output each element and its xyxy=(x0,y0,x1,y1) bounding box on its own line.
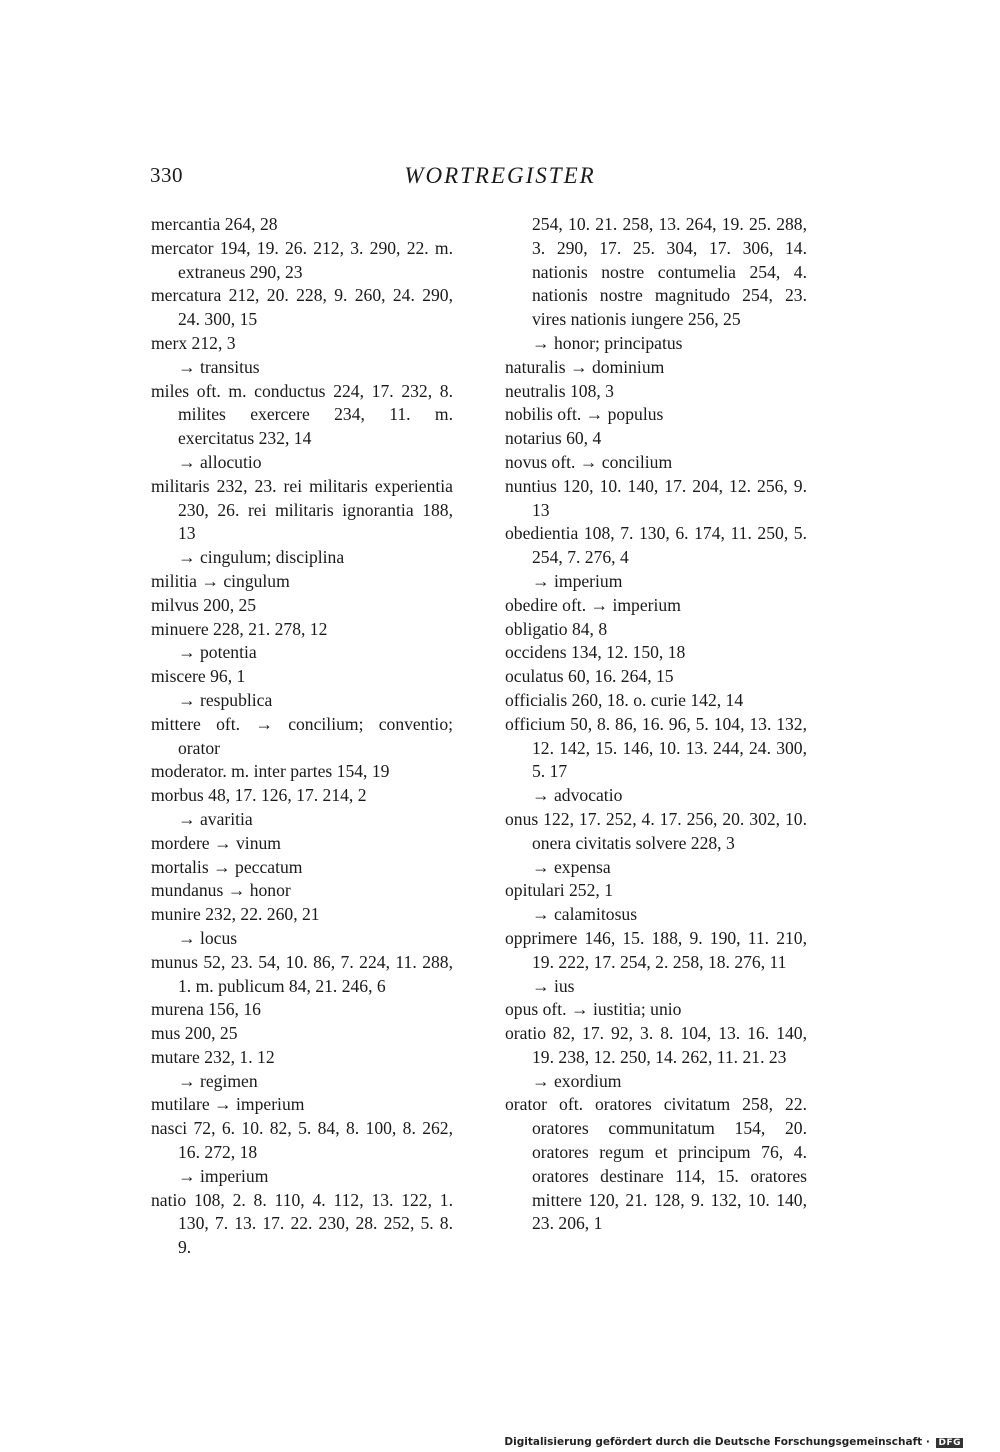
index-entry: mutilare → imperium xyxy=(151,1094,305,1115)
cross-reference: → regimen xyxy=(178,1070,258,1091)
index-entry: mittere oft. → concilium; conventio; orator xyxy=(151,713,453,758)
index-entry: mus 200, 25 xyxy=(151,1023,238,1044)
index-entry: mordere → vinum xyxy=(151,832,281,853)
index-entry: mundanus → honor xyxy=(151,880,291,901)
index-entry: milvus 200, 25 xyxy=(151,594,257,615)
index-entry: 254, 10. 21. 258, 13. 264, 19. 25. 288, 3. 290, 17. 25. 304, 17. 306, 14. nationis nostre contumelia 254, 4. nationis nostre magnitudo 254, 23. vires nationis iungere 256, 25 xyxy=(532,214,807,330)
cross-reference: → calamitosus xyxy=(532,904,638,925)
index-entry: officium 50, 8. 86, 16. 96, 5. 104, 13. 132, 12. 142, 15. 146, 10. 13. 244, 24. 300, 5. 17 xyxy=(505,713,807,782)
index-entry: militaris 232, 23. rei militaris experientia 230, 26. rei militaris ignorantia 188, 13 xyxy=(151,475,453,544)
index-entry: naturalis → dominium xyxy=(505,356,665,377)
index-column-right xyxy=(505,213,807,1236)
index-entry: occidens 134, 12. 150, 18 xyxy=(505,642,686,663)
index-entry: officialis 260, 18. o. curie 142, 14 xyxy=(505,689,744,710)
index-entry: oculatus 60, 16. 264, 15 xyxy=(505,666,674,687)
index-entry: moderator. m. inter partes 154, 19 xyxy=(151,761,390,782)
dfg-logo: DFG xyxy=(938,1438,961,1448)
cross-reference: → imperium xyxy=(178,1165,269,1186)
index-entry: merx 212, 3 xyxy=(151,332,236,353)
index-entry: mercator 194, 19. 26. 212, 3. 290, 22. m. extraneus 290, 23 xyxy=(151,237,453,282)
cross-reference: → honor; principatus xyxy=(532,332,683,353)
cross-reference: → respublica xyxy=(178,689,273,710)
digitization-credit-text: Digitalisierung gefördert durch die Deutsche Forschungsgemeinschaft xyxy=(504,1436,923,1448)
index-entry: mercantia 264, 28 xyxy=(151,214,278,234)
cross-reference: → advocatio xyxy=(532,785,623,806)
index-entry: nobilis oft. → populus xyxy=(505,404,664,425)
index-entry: mortalis → peccatum xyxy=(151,856,303,877)
cross-reference: → exordium xyxy=(532,1070,622,1091)
index-entry: opus oft. → iustitia; unio xyxy=(505,999,682,1020)
index-entry: morbus 48, 17. 126, 17. 214, 2 xyxy=(151,785,367,806)
index-entry: natio 108, 2. 8. 110, 4. 112, 13. 122, 1. 130, 7. 13. 17. 22. 230, 28. 252, 5. 8. 9. xyxy=(151,1189,453,1258)
digitization-credit: Digitalisierung gefördert durch die Deutsche Forschungsgemeinschaft · DFG xyxy=(504,1436,961,1448)
index-entry: obedire oft. → imperium xyxy=(505,594,681,615)
index-entry: murena 156, 16 xyxy=(151,999,261,1020)
index-entry: obligatio 84, 8 xyxy=(505,618,608,639)
index-entry: notarius 60, 4 xyxy=(505,428,602,449)
index-column-left xyxy=(151,213,453,1260)
index-entry: nasci 72, 6. 10. 82, 5. 84, 8. 100, 8. 262, 16. 272, 18 xyxy=(151,1118,453,1163)
page-number: 330 xyxy=(150,163,183,187)
cross-reference: → ius xyxy=(532,975,575,996)
index-entry: novus oft. → concilium xyxy=(505,451,673,472)
cross-reference: → allocutio xyxy=(178,451,262,472)
index-entry: munire 232, 22. 260, 21 xyxy=(151,904,320,925)
index-entry: militia → cingulum xyxy=(151,570,290,591)
index-entry: mercatura 212, 20. 228, 9. 260, 24. 290, 24. 300, 15 xyxy=(151,285,453,330)
index-entry: onus 122, 17. 252, 4. 17. 256, 20. 302, 10. onera civitatis solvere 228, 3 xyxy=(505,808,807,853)
cross-reference: → avaritia xyxy=(178,808,253,829)
running-head: WORTREGISTER xyxy=(404,163,596,188)
cross-reference: → locus xyxy=(178,927,238,948)
index-entry: opitulari 252, 1 xyxy=(505,880,613,901)
index-entry: mutare 232, 1. 12 xyxy=(151,1046,275,1067)
cross-reference: → cingulum; disciplina xyxy=(178,547,345,568)
index-entry: miscere 96, 1 xyxy=(151,666,246,687)
index-entry: neutralis 108, 3 xyxy=(505,380,614,401)
cross-reference: → expensa xyxy=(532,856,611,877)
cross-reference: → transitus xyxy=(178,356,260,377)
index-entry: opprimere 146, 15. 188, 9. 190, 11. 210, 19. 222, 17. 254, 2. 258, 18. 276, 11 xyxy=(505,927,807,972)
index-entry: orator oft. oratores civitatum 258, 22. oratores communitatum 154, 20. oratores regum et principum 76, 4. oratores destinare 114, 15. oratores mittere 120, 21. 128, 9. 132, 10. 140, 23. 206, 1 xyxy=(505,1094,807,1234)
index-entry: munus 52, 23. 54, 10. 86, 7. 224, 11. 288, 1. m. publicum 84, 21. 246, 6 xyxy=(151,951,453,996)
cross-reference: → imperium xyxy=(532,570,623,591)
index-entry: miles oft. m. conductus 224, 17. 232, 8. milites exercere 234, 11. m. exercitatus 232, 14 xyxy=(151,380,453,449)
cross-reference: → potentia xyxy=(178,642,257,663)
index-entry: minuere 228, 21. 278, 12 xyxy=(151,618,328,639)
index-entry: obedientia 108, 7. 130, 6. 174, 11. 250, 5. 254, 7. 276, 4 xyxy=(505,523,807,568)
index-entry: oratio 82, 17. 92, 3. 8. 104, 13. 16. 140, 19. 238, 12. 250, 14. 262, 11. 21. 23 xyxy=(505,1023,807,1067)
index-entry: nuntius 120, 10. 140, 17. 204, 12. 256, 9. 13 xyxy=(505,475,807,520)
